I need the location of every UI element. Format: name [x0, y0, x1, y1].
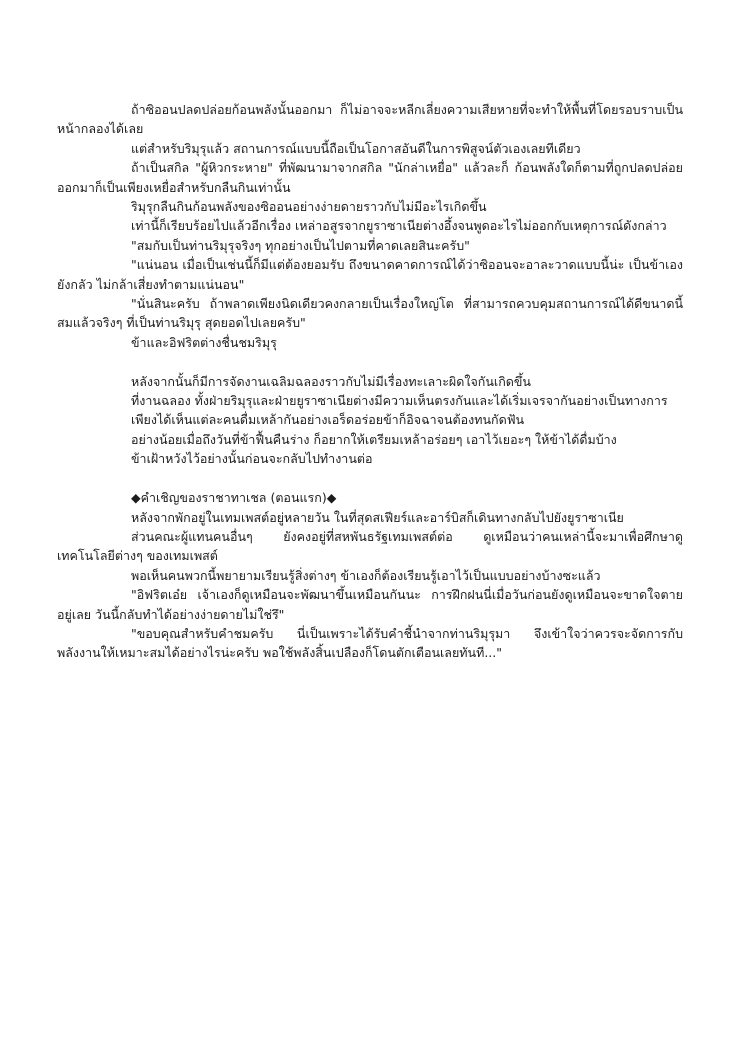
paragraph: ถ้าซิออนปลดปล่อยก้อนพลังนั้นออกมา ก็ไม่อาจจะหลีกเลี่ยงความเสียหายที่จะทำให้พื้นที่โดยรอบราบเป็นหน้ากลองได้เลย	[57, 102, 683, 137]
paragraph: แต่สำหรับริมุรุแล้ว สถานการณ์แบบนี้ถือเป็นโอกาสอันดีในการพิสูจน์ตัวเองเลยทีเดียว	[131, 140, 581, 156]
section-two	[57, 372, 683, 469]
paragraph-spacer	[57, 352, 683, 371]
dialogue-line: "ขอบคุณสำหรับคำชมครับ นี่เป็นเพราะได้รับคำชี้นำจากท่านริมุรุมา จึงเข้าใจว่าควรจะจัดการกับพลังงานให้เหมาะสมได้อย่างไรน่ะครับ พอใช้พลังสิ้นเปลืองก็โดนตักเตือนเลยทันที..."	[57, 625, 683, 661]
section-three	[57, 488, 683, 663]
paragraph: ถ้าเป็นสกิล "ผู้หิวกระหาย" ที่พัฒนามาจากสกิล "นักล่าเหยื่อ" แล้วละก็ ก้อนพลังใดก็ตามที่ถูกปลดปล่อยออกมาก็เป็นเพียงเหยื่อสำหรับกลืนกินเท่านั้น	[57, 160, 683, 195]
section-heading: ◆คำเชิญของราชาทาเชล (ตอนแรก)◆	[131, 490, 337, 506]
paragraph: ส่วนคณะผู้แทนคนอื่นๆ ยังคงอยู่ที่สหพันธรัฐเทมเพสต์ต่อ ดูเหมือนว่าคนเหล่านี้จะมาเพื่อศึกษาดูเทคโนโลยีต่างๆ ของเทมเพสต์	[57, 528, 683, 564]
paragraph: ข้าและอิฟริตต่างชื่นชมริมุรุ	[131, 334, 277, 350]
paragraph: พอเห็นคนพวกนี้พยายามเรียนรู้สิ่งต่างๆ ข้าเองก็ต้องเรียนรู้เอาไว้เป็นแบบอย่างบ้างซะแล้ว	[131, 567, 601, 583]
document-body	[57, 100, 683, 663]
dialogue-line: "อิฟริตเอ๋ย เจ้าเองก็ดูเหมือนจะพัฒนาขึ้นเหมือนกันนะ การฝึกฝนนี่เมื่อวันก่อนยังดูเหมือนจะขาดใจตายอยู่เลย วันนี้กลับทำได้อย่างง่ายดายไม่ใช่รึ"	[57, 587, 683, 622]
dialogue-line: "สมกับเป็นท่านริมุรุจริงๆ ทุกอย่างเป็นไปตามที่คาดเลยสินะครับ"	[131, 237, 470, 253]
paragraph: หลังจากพักอยู่ในเทมเพสต์อยู่หลายวัน ในที่สุดสเฟียร์และอาร์บิสก็เดินทางกลับไปยังยูราซาเนีย	[131, 509, 624, 525]
section-one	[57, 100, 683, 352]
paragraph: เท่านี้ก็เรียบร้อยไปแล้วอีกเรื่อง เหล่าอสูรจากยูราซาเนียต่างอึ้งจนพูดอะไรไม่ออกกับเหตุการณ์ดังกล่าว	[131, 218, 667, 234]
paragraph: อย่างน้อยเมื่อถึงวันที่ข้าฟื้นคืนร่าง ก็อยากให้เตรียมเหล้าอร่อยๆ เอาไว้เยอะๆ ให้ข้าได้ดื่มบ้าง	[131, 431, 617, 447]
paragraph: เพียงได้เห็นแต่ละคนดื่มเหล้ากันอย่างเอร็ดอร่อยข้าก็อิจฉาจนต้องทนกัดฟัน	[131, 412, 525, 428]
paragraph: หลังจากนั้นก็มีการจัดงานเฉลิมฉลองราวกับไม่มีเรื่องทะเลาะผิดใจกันเกิดขึ้น	[131, 373, 531, 389]
dialogue-line: "แน่นอน เมื่อเป็นเช่นนี้ก็มีแต่ต้องยอมรับ ถึงขนาดคาดการณ์ได้ว่าซิออนจะอาละวาดแบบนี้น่ะ เป็นข้าเองยังกลัว ไม่กล้าเสี่ยงทำตามแน่นอน"	[57, 257, 683, 292]
section-spacer	[57, 469, 683, 488]
dialogue-line: "นั่นสินะครับ ถ้าพลาดเพียงนิดเดียวคงกลายเป็นเรื่องใหญ่โต ที่สามารถควบคุมสถานการณ์ได้ดีขนาดนี้ สมแล้วจริงๆ ที่เป็นท่านริมุรุ สุดยอดไปเลยครับ"	[57, 296, 683, 331]
paragraph: ริมุรุกลืนกินก้อนพลังของซิออนอย่างง่ายดายราวกับไม่มีอะไรเกิดขึ้น	[131, 199, 487, 215]
paragraph: ข้าเฝ้าหวังไว้อย่างนั้นก่อนจะกลับไปทำงานต่อ	[131, 451, 373, 467]
paragraph: ที่งานฉลอง ทั้งฝ่ายริมุรุและฝ่ายยูราซาเนียต่างมีความเห็นตรงกันและได้เริ่มเจรจากันอย่างเป็นทางการ	[131, 393, 668, 409]
